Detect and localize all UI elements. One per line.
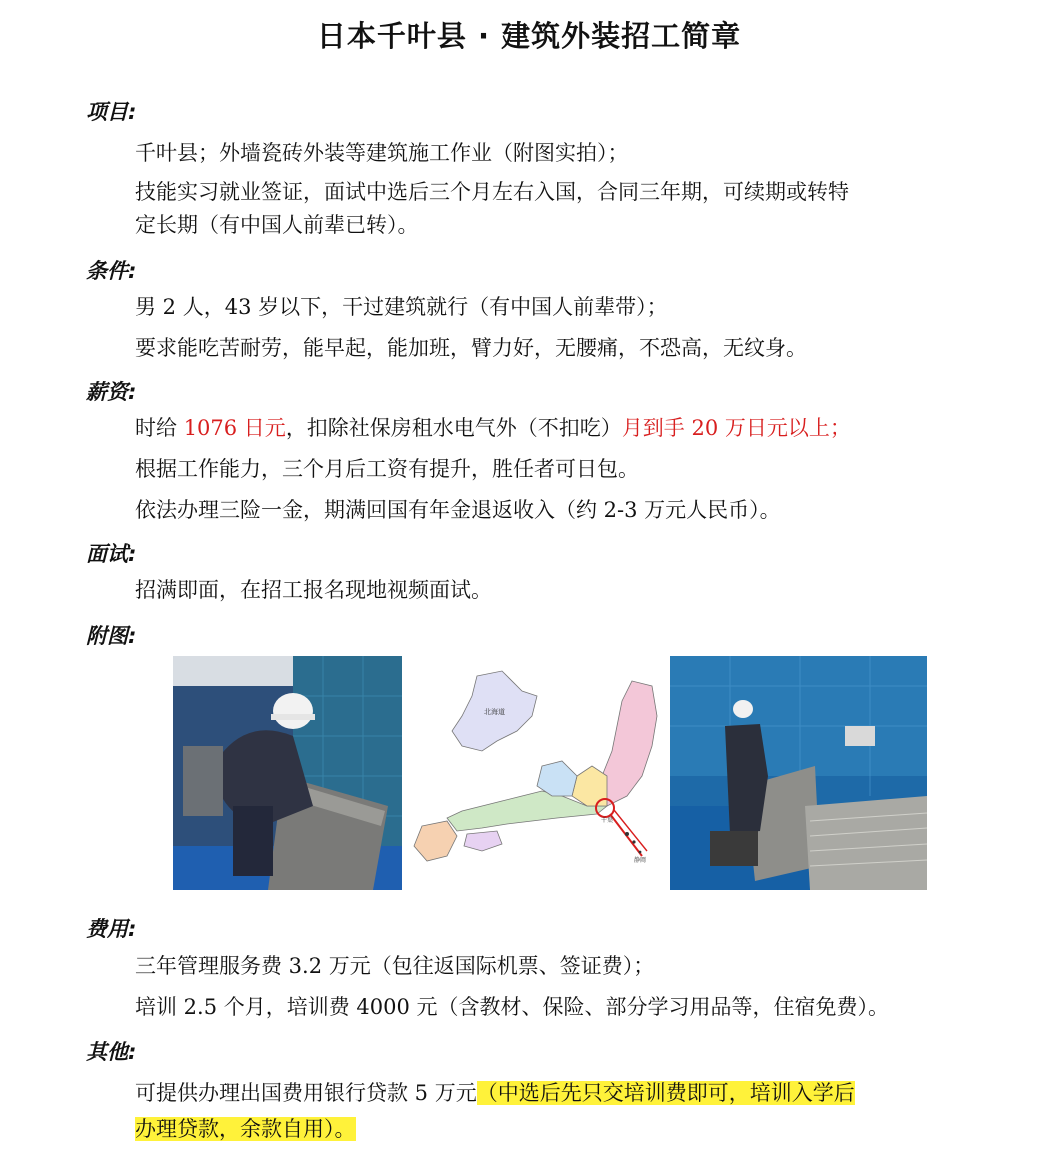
other-line-1 <box>135 1078 855 1108</box>
section-heading-project: 项目: <box>86 100 137 124</box>
map-label-other: 静岡 <box>634 857 647 864</box>
project-line-1: 千叶县；外墙瓷砖外装等建筑施工作业（附图实拍）； <box>135 141 629 165</box>
loan-note-highlight-2: 办理贷款，余款自用）。 <box>135 1117 356 1141</box>
page-title: 日本千叶县 · 建筑外装招工简章 <box>316 19 742 53</box>
interview-line-1: 招满即面，在招工报名现地视频面试。 <box>135 578 492 602</box>
map-label-chiba: 千葉 <box>601 817 614 824</box>
salary-line-2: 根据工作能力，三个月后工资有提升，胜任者可日包。 <box>135 457 639 481</box>
salary-text-a: 时给 <box>135 416 184 440</box>
section-heading-other: 其他: <box>86 1040 137 1064</box>
salary-line-3: 依法办理三险一金，期满回国有年金退返收入（约 2-3 万元人民币）。 <box>135 498 781 522</box>
loan-note-highlight-1: （中选后先只交培训费即可，培训入学后 <box>476 1081 855 1105</box>
conditions-line-2: 要求能吃苦耐劳，能早起，能加班，臂力好，无腰痛，不恐高，无纹身。 <box>135 336 807 360</box>
section-heading-salary: 薪资: <box>86 380 137 404</box>
fees-line-2: 培训 2.5 个月，培训费 4000 元（含教材、保险、部分学习用品等，住宿免费）。 <box>135 995 890 1019</box>
fees-line-1: 三年管理服务费 3.2 万元（包往返国际机票、签证费）； <box>135 954 655 978</box>
japan-map <box>402 656 670 890</box>
section-heading-figures: 附图: <box>86 624 137 648</box>
loan-text: 可提供办理出国费用银行贷款 5 万元 <box>135 1081 477 1105</box>
worker-photo-left <box>173 656 402 890</box>
conditions-line-1: 男 2 人，43 岁以下，干过建筑就行（有中国人前辈带）； <box>135 295 668 319</box>
salary-text-b: ，扣除社保房租水电气外（不扣吃） <box>285 416 622 440</box>
section-heading-conditions: 条件: <box>86 259 137 283</box>
project-line-2: 技能实习就业签证，面试中选后三个月左右入国，合同三年期，可续期或转特 <box>135 180 849 204</box>
section-heading-interview: 面试: <box>86 542 137 566</box>
other-line-2 <box>135 1114 356 1144</box>
hourly-wage: 1076 日元 <box>183 416 286 440</box>
project-line-3: 定长期（有中国人前辈已转）。 <box>135 213 419 237</box>
salary-line-1 <box>135 413 851 443</box>
monthly-take-home: 月到手 20 万日元以上； <box>621 416 851 440</box>
section-heading-fees: 费用: <box>86 917 137 941</box>
worker-photo-right <box>670 656 927 890</box>
map-label-hokkaido: 北海道 <box>484 708 505 716</box>
